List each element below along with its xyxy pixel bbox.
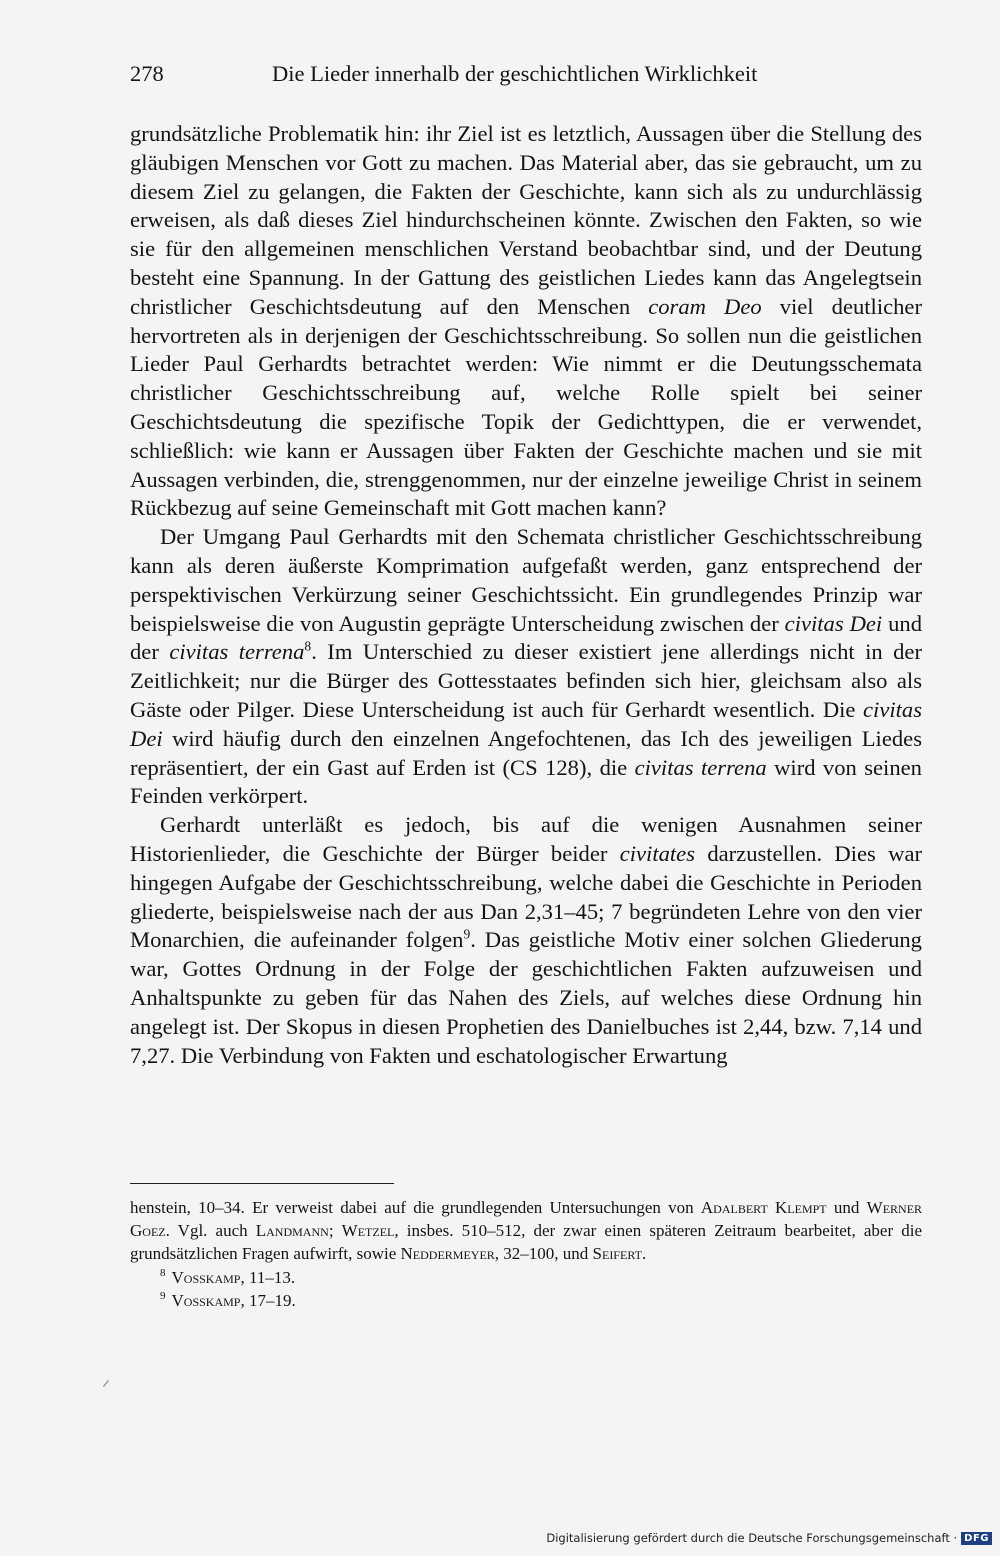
text-run: , insbes. 510–512, der zwar einen späteren Zeitraum bearbeitet, aber die grundsätzlichen Fragen aufwirft, sowie (130, 1221, 923, 1264)
text-run: . Das geistliche Motiv einer solchen Gliederung war, Gottes Ordnung in der Folge der geschichtlichen Fakten aufzuweisen und Anhaltspunkte zu geben für das Nahen des Ziels, auf welches diese Ordnung hin angelegt ist. Der Skopus in diesen Prophetien des Danielbuches ist 2,44, bzw. 7,14 und 7,27. Die Verbindung von Fakten und eschatologischer Erwartung (130, 927, 922, 1068)
author-name: Werner Goez (130, 1198, 923, 1241)
text-run: darzustellen. Dies war hingegen Aufgabe der Geschichtsschreibung, welche dabei die Geschichte in Perioden gliederte, beispielsweise nach der aus Dan 2,31–45; 7 begründeten Lehre von den vier Monarchien, die aufeinander folgen (130, 840, 923, 953)
footnote-number: 8 (160, 1266, 166, 1279)
text-run: . (641, 1244, 647, 1264)
text-run: . Vgl. auch (165, 1221, 248, 1241)
dfg-logo-icon: DFG (961, 1532, 992, 1545)
author-name: Neddermeyer (400, 1244, 495, 1264)
text-run: wird von seinen Feinden verkörpert. (130, 754, 922, 809)
text-run: viel deutlicher hervortreten als in derjenigen der Geschichtsschreibung. So sollen nun die geistlichen Lieder Paul Gerhardts betrachtet werden: Wie nimmt er die Deutungsschemata christlicher Geschichtsschreibung auf, welche Rolle spielt bei seiner Geschichtsdeutung die spezifische Topik der Gedichttypen, die er verwendet, schließlich: wie kann er Aussagen über Fakten der Geschichte machen und sie mit Aussagen verbinden, die, strenggenommen, nur der einzelne jeweilige Christ in seinem Rückbezug auf seine Gemeinschaft mit Gott machen kann? (130, 293, 922, 521)
page-number: 278 (130, 61, 164, 86)
text-run: Der Umgang Paul Gerhardts mit den Schemata christlicher Geschichtsschreibung kann als deren äußerste Komprimation aufgefaßt werden, ganz entsprechend der perspektivischen Verkürzung seiner Geschichtssicht. Ein grundlegendes Prinzip war beispielsweise die von Augustin geprägte Unterscheidung zwischen der (130, 524, 922, 636)
text-run: , 32–100, und (494, 1244, 589, 1264)
main-text (130, 120, 922, 1070)
author-name: Wetzel (341, 1221, 395, 1241)
text-run: henstein, 10–34. Er verweist dabei auf die grundlegenden Untersuchungen von (130, 1198, 694, 1217)
footnote-number: 9 (160, 1290, 166, 1303)
paragraph-3 (130, 811, 922, 1070)
paragraph-2 (130, 523, 922, 811)
author-name: Seifert (592, 1244, 642, 1264)
pencil-mark (103, 1380, 109, 1387)
italic-phrase: coram Deo (648, 293, 762, 319)
author-name: Adalbert Klempt (700, 1198, 827, 1217)
text-run: und (833, 1198, 860, 1217)
text-run: . Im Unterschied zu dieser existiert jene allerdings nicht in der Zeitlichkeit; nur die Bürger des Gottesstaates befinden sich hier, gleichsam also als Gäste oder Pilger. Diese Unterscheidung ist auch für Gerhardt wesentlich. Die (130, 639, 922, 722)
footnote-8 (130, 1266, 922, 1289)
text-run: ; (328, 1221, 334, 1241)
text-run: Gerhardt unterläßt es jedoch, bis auf die wenigen Ausnahmen seiner Historienlieder, die Geschichte der Bürger beider (130, 812, 922, 866)
footnote-ref-8: 8 (304, 638, 312, 654)
author-name: Vosskamp (171, 1290, 241, 1310)
footnotes (130, 1196, 922, 1312)
author-name: Landmann (255, 1221, 329, 1241)
text-run: , 17–19. (240, 1290, 296, 1310)
text-run: grundsätzliche Problematik hin: ihr Ziel ist es letztlich, Aussagen über die Stellung des gläubigen Menschen vor Gott zu machen. Das Material aber, das sie gebraucht, um zu diesem Ziel zu gelangen, die Fakten der Geschichte, kann sich als zu undurchlässig erweisen, als daß dieses Ziel hindurchscheinen könnte. Zwischen den Fakten, so wie sie für den allgemeinen menschlichen Verstand beobachtbar sind, und der Deutung besteht eine Spannung. In der Gattung des geistlichen Liedes kann das Angelegtsein christlicher Geschichtsdeutung auf den Menschen (130, 121, 922, 319)
italic-phrase: civitas Dei (130, 696, 923, 751)
digitization-credit (546, 1531, 992, 1545)
text-run: wird häufig durch den einzelnen Angefochtenen, das Ich des jeweiligen Liedes repräsentiert, der ein Gast auf Erden ist (CS 128), die (130, 725, 922, 780)
footnote-9 (130, 1289, 922, 1312)
credit-text: Digitalisierung gefördert durch die Deutsche Forschungsgemeinschaft · (546, 1531, 958, 1545)
text-run: und der (130, 610, 922, 665)
footnote-continuation (130, 1196, 922, 1266)
paragraph-1 (130, 120, 922, 523)
footnote-rule (130, 1183, 394, 1184)
running-title: Die Lieder innerhalb der geschichtlichen Wirklichkeit (272, 61, 758, 86)
footnote-ref-9: 9 (463, 926, 471, 942)
italic-phrase: civitas terrena (634, 754, 767, 780)
italic-phrase: civitas Dei (784, 610, 883, 636)
text-run: , 11–13. (240, 1267, 296, 1287)
italic-phrase: civitas terrena (169, 639, 305, 665)
author-name: Vosskamp (171, 1267, 241, 1287)
italic-phrase: civitates (619, 840, 695, 866)
